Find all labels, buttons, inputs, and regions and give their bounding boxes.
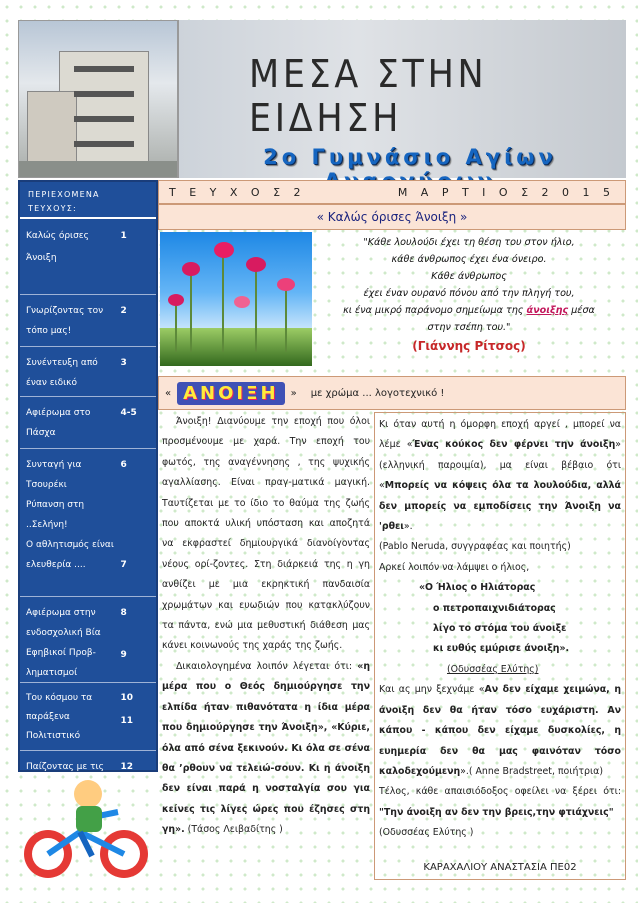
- spring-literary-heading: « ΑΝΟΙΞΗ » με χρώμα ... λογοτεχνικό !: [158, 376, 626, 410]
- contents-item[interactable]: Καλώς όρισες Άνοιξη 1: [20, 219, 156, 295]
- quote-author: (Γιάννης Ρίτσος): [412, 339, 526, 353]
- contents-item[interactable]: Συνέντευξη από έναν ειδικό 3: [20, 347, 156, 397]
- issue-bar: [158, 180, 626, 204]
- contents-item[interactable]: Συνταγή για Τσουρέκι 6 Ρύπανση στη ..Σελήνη! Ο αθλητισμός είναι ελευθερία .... 7: [20, 449, 156, 597]
- contents-heading: ΠΕΡΙΕΧΟΜΕΝΑ ΤΕΥΧΟΥΣ:: [20, 182, 156, 219]
- contents-item[interactable]: Του κόσμου τα παράξενα Πολιτιστικό 10 11: [20, 683, 156, 751]
- contents-item[interactable]: Αφιέρωμα στο Πάσχα 4-5: [20, 397, 156, 449]
- school-name: 2ο Γυμνάσιο Αγίων: [263, 145, 557, 169]
- contents-item[interactable]: Γνωρίζοντας τον τόπο μας! 2: [20, 295, 156, 347]
- child-on-bicycle-illustration: [18, 772, 158, 882]
- magazine-title: ΜΕΣΑ ΣΤΗΝ ΕΙΔΗΣΗ: [249, 52, 488, 140]
- contents-item[interactable]: Παίζοντας με τις παροιμίες 12: [26, 762, 134, 792]
- article-column-left: Άνοιξη! Διανύουμε την εποχή που όλοι προσμένουμε με χαρά. Την εποχή του φωτός, της αναγέννησης , της ψυχικής αγαλλίασης. Είναι πραγ-ματικά μαγική. Ταυτίζεται με το ίδιο το θαύμα της ζωής που αποκτά υλική υπόσταση και αποζητά να εκφραστεί δημιουργικά διανοίγοντας νέους ορί-ζοντες. Στη διάρκειά της η γη ανθίζει με μια εκρηκτική πανδαισία χρωμάτων και ευωδιών που κατακλύζουν τα πάντα, ενώ μια μεθυστική διάθεση μας κάνει κοινωνούς της χαράς της ζωής. Δικαιολογημένα λοιπόν λέγεται ότι: «η μέρα που ο Θεός δημιούργησε την ελπίδα ήταν πιθανότατα η ίδια μέρα που δημιούργησε την Άνοιξη», «Κύριε, όλα από σένα ξεκινούν. Κι όλα σε σένα θα ’ρθουν να τελειώ-σουν. Κι η άνοιξη δεν είναι παρά η νοσταλγία σου για κείνες τις λίγες ώρες που έζησες στη γη». (Τάσος Λειβαδίτης ): [162, 416, 370, 836]
- tulip-field-photo: [160, 232, 312, 366]
- issue-date: Μ Α Ρ Τ Ι Ο Σ 2 0 1 5: [397, 185, 615, 199]
- ritsos-quote: "Κάθε λουλούδι έχει τη θέση του στον ήλιο, κάθε άνθρωπος έχει ένα όνειρο. Κάθε άνθρωπος έχει έναν ουρανό πόνου από την πληγή του, κι ένα μικρό παράνομο σημείωμα της άνοιξης μέσα στην τσέπη του." (Γιάννης Ρίτσος): [312, 232, 626, 368]
- issue-number: Τ Ε Υ Χ Ο Σ 2: [169, 185, 306, 199]
- article-column-right: Κι όταν αυτή η όμορφη εποχή αργεί , μπορεί να λέμε «Ένας κούκος δεν φέρνει την άνοιξη» (ελληνική παροιμία), μα είναι βέβαιο ότι «Μπορείς να κόψεις όλα τα λουλούδια, αλλά δεν μπορείς να εμποδίσεις την Άνοιξη να 'ρθει». (Pablo Neruda, συγγραφέας και ποιητής) Αρκεί λοιπόν να λάμψει ο ήλιος, «Ο Ήλιος ο Ηλιάτορας ο πετροπαιχνιδιάτορας λίγο το στόμα του άνοιξε κι ευθύς εμύρισε άνοιξη». (Οδυσσέας Ελύτης) Και ας μην ξεχνάμε «Αν δεν είχαμε χειμώνα, η άνοιξη δεν θα ήταν τόσο ευχάριστη. Αν κάπου - κάπου δεν είχαμε δυσκολίες, η ευημερία δεν θα μας φαινόταν τόσο καλοδεχούμενη».( Anne Bradstreet, ποιήτρια) Τέλος, κάθε απαισιόδοξος οφείλει να ξέρει ότι: "Την άνοιξη αν δεν την βρεις,την φτιάχνεις" (Οδυσσέας Ελύτης ) ΚΑΡΑΧΑΛΙΟΥ ΑΝΑΣΤΑΣΙΑ ΠΕ02: [374, 412, 626, 880]
- spring-word-art: ΑΝΟΙΞΗ: [177, 382, 284, 405]
- contents-item[interactable]: Αφιέρωμα στην ενδοσχολική Βία Εφηβικοί Προβ-ληματισμοί 8 9: [20, 597, 156, 683]
- welcome-heading: « Καλώς όρισες Άνοιξη »: [158, 204, 626, 230]
- contents-sidebar: [18, 180, 158, 792]
- school-building-photo: [18, 20, 178, 178]
- author-signature: ΚΑΡΑΧΑΛΙΟΥ ΑΝΑΣΤΑΣΙΑ ΠΕ02: [423, 861, 577, 873]
